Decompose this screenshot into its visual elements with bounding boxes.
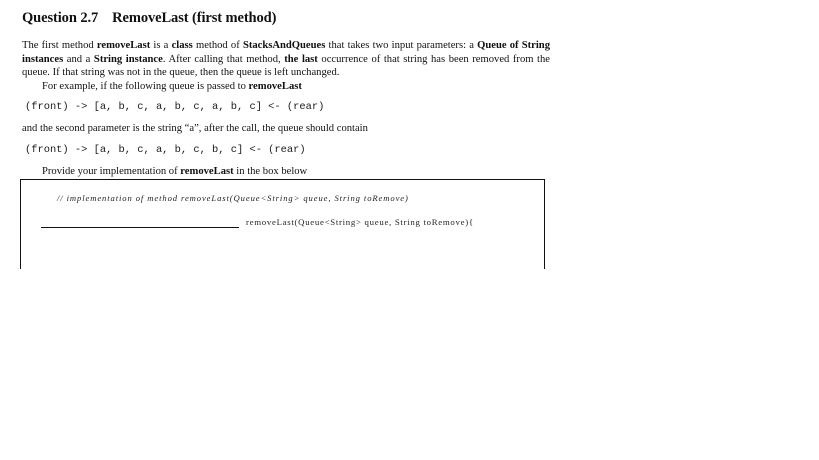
example-intro-text: For example, if the following queue is passed to bbox=[42, 80, 249, 92]
intro-bold-last: the last bbox=[284, 53, 318, 65]
provide-instruction bbox=[22, 165, 550, 179]
method-signature: removeLast(Queue<String> queue, String toRemove){ bbox=[246, 217, 474, 227]
intro-bold-classname: StacksAndQueues bbox=[242, 40, 326, 51]
intro-paragraph bbox=[22, 39, 550, 80]
provide-text-1: Provide your implementation of bbox=[42, 165, 181, 177]
example-intro bbox=[22, 80, 550, 94]
intro-text-4: that takes two input parameters: a bbox=[325, 40, 478, 51]
queue-before-code: (front) -> [a, b, c, a, b, c, a, b, c] <- (rear) bbox=[25, 101, 325, 114]
intro-text-3: method of bbox=[192, 40, 243, 51]
intro-text-2: is a bbox=[150, 40, 172, 51]
question-page bbox=[22, 10, 550, 179]
answer-box[interactable] bbox=[20, 179, 545, 269]
question-title: RemoveLast (first method) bbox=[112, 10, 277, 26]
intro-bold-queue: Queue of String instances bbox=[22, 40, 550, 65]
intro-text-5: and a bbox=[63, 53, 94, 65]
provide-bold: removeLast bbox=[180, 165, 234, 177]
intro-bold-string: String instance bbox=[93, 53, 163, 65]
example-intro-bold: removeLast bbox=[248, 80, 302, 92]
intro-text-7: occurrence of that string has been removed from the queue. If that string was not in the queue, then the queue is left unchanged. bbox=[22, 53, 550, 79]
provide-text-2: in the box below bbox=[233, 165, 308, 177]
intro-bold-method: removeLast bbox=[96, 40, 151, 51]
return-type-blank[interactable] bbox=[41, 227, 239, 228]
question-heading bbox=[22, 10, 550, 27]
intro-text-6: . After calling that method, bbox=[162, 53, 285, 65]
second-param-text: and the second parameter is the string “a”, after the call, the queue should contain bbox=[22, 123, 368, 135]
intro-text-1: The first method bbox=[22, 40, 97, 51]
implementation-comment: // implementation of method removeLast(Queue<String> queue, String toRemove) bbox=[57, 193, 409, 203]
queue-after-code: (front) -> [a, b, c, a, b, c, b, c] <- (rear) bbox=[25, 143, 306, 156]
question-number: Question 2.7 bbox=[22, 10, 99, 26]
intro-bold-class: class bbox=[171, 40, 193, 51]
